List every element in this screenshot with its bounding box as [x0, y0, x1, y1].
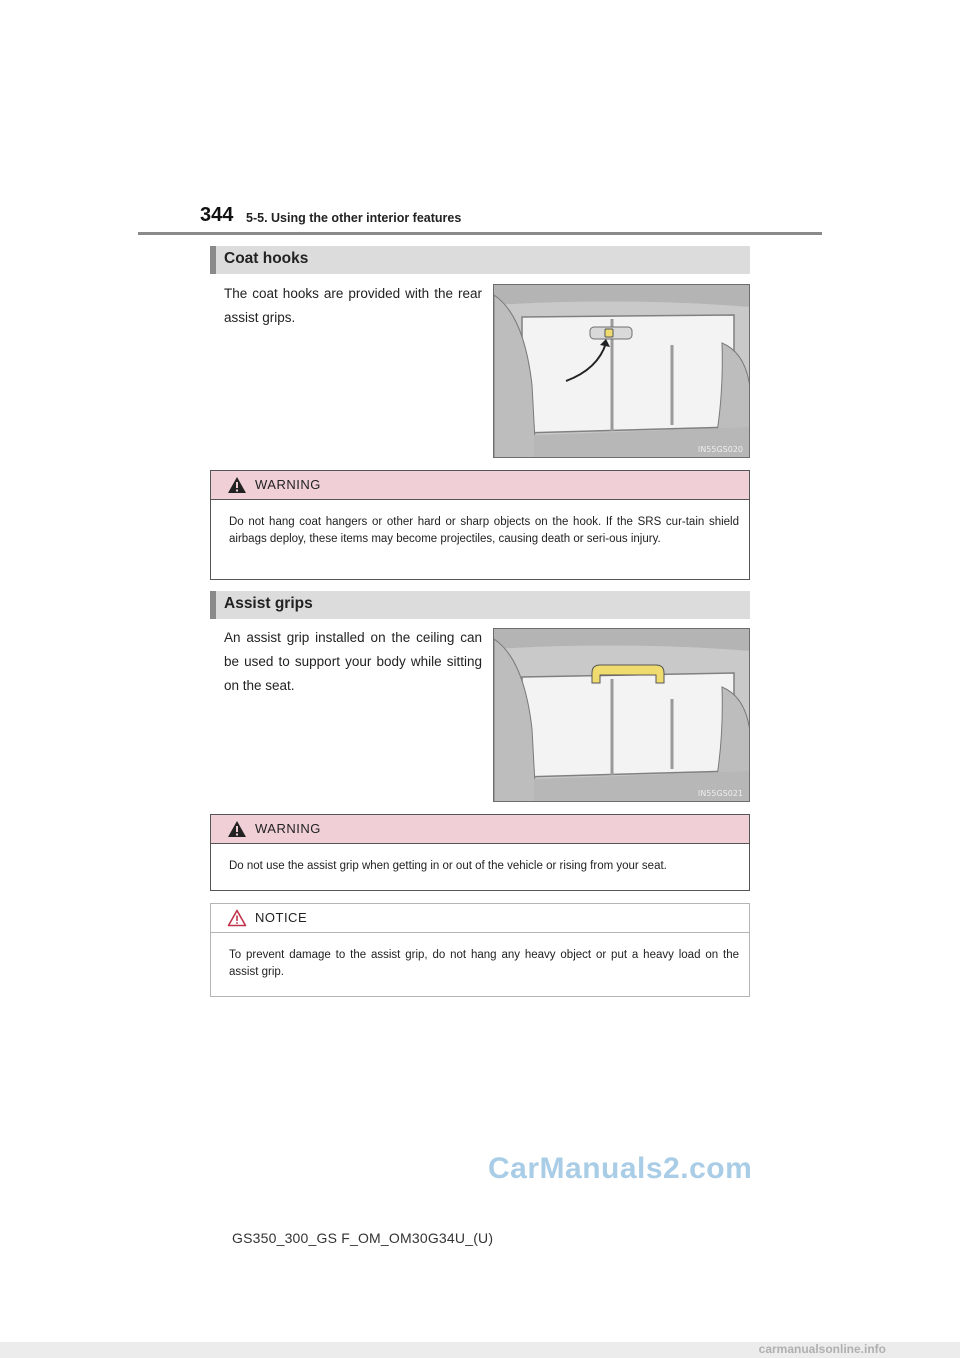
warning-icon — [227, 476, 247, 494]
warning-text: Do not hang coat hangers or other hard or sharp objects on the hook. If the SRS cur-tain shield airbags deploy, these items may become projectiles, causing death or seri-ous injury. — [229, 516, 739, 545]
warning-header — [211, 471, 749, 500]
section-reference: 5-5. Using the other interior features — [246, 211, 462, 225]
section-heading-label: Assist grips — [224, 595, 313, 612]
warning-box-coat-hooks — [210, 470, 750, 580]
warning-title: WARNING — [255, 821, 321, 836]
figure-code: IN55GS020 — [697, 445, 743, 454]
bottom-watermark: carmanualsonline.info — [758, 1342, 886, 1356]
document-code: GS350_300_GS F_OM_OM30G34U_(U) — [232, 1230, 494, 1246]
assist-grips-text: An assist grip installed on the ceiling can be used to support your body while sitting on the seat. — [224, 630, 482, 693]
warning-title: WARNING — [255, 477, 321, 492]
coat-hook-figure — [493, 284, 750, 458]
warning-icon — [227, 820, 247, 838]
page-number: 344 — [200, 204, 234, 226]
warning-header — [211, 815, 749, 844]
caution-icon — [227, 909, 247, 927]
warning-box-assist-grips — [210, 814, 750, 891]
notice-text: To prevent damage to the assist grip, do not hang any heavy object or put a heavy load on the assist grip. — [229, 949, 739, 978]
notice-title: NOTICE — [255, 910, 308, 925]
header-rule — [138, 232, 822, 235]
watermark-carmanuals2: CarManuals2.com — [488, 1152, 753, 1185]
warning-text: Do not use the assist grip when getting in or out of the vehicle or rising from your seat. — [229, 860, 667, 872]
bottom-watermark-bar — [0, 1342, 960, 1358]
assist-grip-figure — [493, 628, 750, 802]
figure-code: IN55GS021 — [697, 789, 743, 798]
section-heading-assist-grips — [210, 591, 750, 619]
section-heading-coat-hooks — [210, 246, 750, 274]
coat-hooks-text: The coat hooks are provided with the rear assist grips. — [224, 286, 482, 325]
notice-box — [210, 903, 750, 997]
notice-header — [211, 904, 749, 933]
section-heading-label: Coat hooks — [224, 250, 309, 267]
